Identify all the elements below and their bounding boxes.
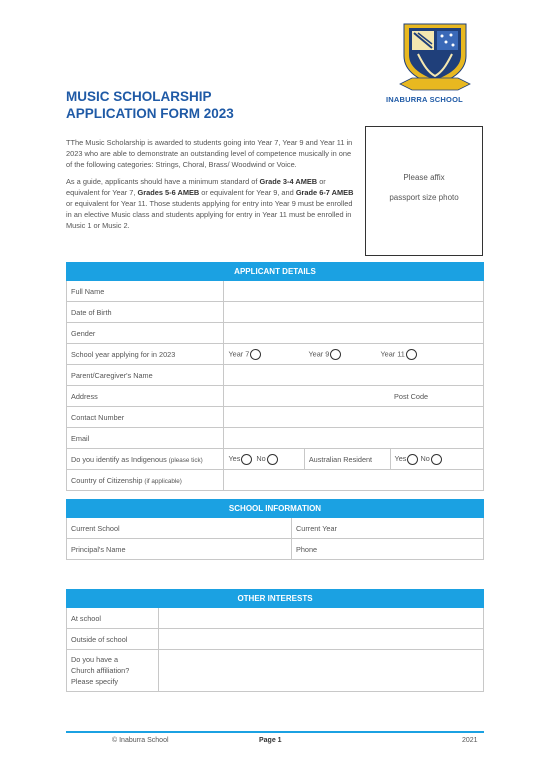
input-parent[interactable] — [224, 365, 484, 386]
input-contact[interactable] — [224, 407, 484, 428]
other-interests-table — [66, 589, 484, 692]
input-phone[interactable] — [347, 539, 484, 560]
resident-options — [390, 449, 483, 470]
input-full-name[interactable] — [224, 281, 484, 302]
input-citizenship[interactable] — [224, 470, 484, 491]
option-year-7[interactable]: Year 7 — [228, 349, 308, 360]
footer-copyright: © Inaburra School — [112, 737, 169, 744]
input-dob[interactable] — [224, 302, 484, 323]
label-parent: Parent/Caregiver's Name — [67, 365, 224, 386]
label-address: Address — [67, 386, 224, 407]
intro-text — [66, 137, 356, 237]
photo-box-line-2: passport size photo — [389, 193, 459, 202]
label-phone: Phone — [292, 539, 347, 560]
form-title — [66, 88, 234, 122]
school-crest-logo — [398, 22, 472, 94]
label-school-year: School year applying for in 2023 — [67, 344, 224, 365]
input-outside-school[interactable] — [159, 629, 484, 650]
input-gender[interactable] — [224, 323, 484, 344]
input-current-year[interactable] — [347, 518, 484, 539]
section-header-applicant: APPLICANT DETAILS — [67, 263, 484, 281]
input-address[interactable] — [224, 386, 390, 407]
input-current-school[interactable] — [146, 518, 292, 539]
radio-year-9[interactable] — [330, 349, 341, 360]
label-citizenship: Country of Citizenship (if applicable) — [67, 470, 224, 491]
photo-box — [365, 126, 483, 256]
section-header-school: SCHOOL INFORMATION — [67, 500, 484, 518]
radio-year-7[interactable] — [250, 349, 261, 360]
input-church[interactable] — [159, 650, 484, 692]
label-contact: Contact Number — [67, 407, 224, 428]
label-post-code[interactable]: Post Code — [390, 386, 483, 407]
title-line-1: MUSIC SCHOLARSHIP — [66, 89, 212, 104]
label-email: Email — [67, 428, 224, 449]
input-principal[interactable] — [146, 539, 292, 560]
label-dob: Date of Birth — [67, 302, 224, 323]
label-outside-school: Outside of school — [67, 629, 159, 650]
input-at-school[interactable] — [159, 608, 484, 629]
photo-box-line-1: Please affix — [403, 173, 445, 182]
footer-year: 2021 — [462, 737, 478, 744]
indigenous-options — [224, 449, 304, 470]
option-indigenous-no[interactable]: No — [256, 454, 277, 463]
title-line-2: APPLICATION FORM 2023 — [66, 106, 234, 121]
section-header-interests: OTHER INTERESTS — [67, 590, 484, 608]
option-resident-no[interactable]: No — [420, 454, 441, 463]
label-at-school: At school — [67, 608, 159, 629]
footer-divider — [66, 731, 484, 733]
school-name: INABURRA SCHOOL — [386, 95, 463, 104]
option-indigenous-yes[interactable]: Yes — [228, 454, 252, 463]
intro-paragraph-1: TThe Music Scholarship is awarded to students going into Year 7, Year 9 and Year 11 in 2023 who are able to demonstrate an outstanding level of competence musically in one of the following categories: Strings, Choral, Brass/ Woodwind or Voice. — [66, 138, 353, 170]
option-year-9[interactable]: Year 9 — [308, 349, 380, 360]
applicant-details-table — [66, 262, 484, 491]
label-gender: Gender — [67, 323, 224, 344]
footer-page-number: Page 1 — [259, 737, 282, 744]
radio-indigenous-yes[interactable] — [241, 454, 252, 465]
intro-paragraph-2: As a guide, applicants should have a minimum standard of Grade 3-4 AMEB or equivalent for Year 7, Grades 5-6 AMEB or equivalent for Year 9, and Grade 6-7 AMEB or equivalent for Year 11. Those students applying for entry into Year 9 must be enrolled in an elective Music class and students applying for entry in Year 11 must be enrolled in Music 1 or Music 2. — [66, 176, 354, 231]
label-principal: Principal's Name — [67, 539, 146, 560]
label-aus-resident: Australian Resident — [304, 449, 390, 470]
radio-indigenous-no[interactable] — [267, 454, 278, 465]
label-current-school: Current School — [67, 518, 146, 539]
label-indigenous: Do you identify as Indigenous (please tick) — [67, 449, 224, 470]
label-current-year: Current Year — [292, 518, 347, 539]
option-year-11[interactable]: Year 11 — [380, 349, 416, 360]
school-year-options — [224, 344, 484, 365]
radio-year-11[interactable] — [406, 349, 417, 360]
label-church: Do you have a Church affiliation? Please specify — [67, 650, 159, 692]
label-full-name: Full Name — [67, 281, 224, 302]
radio-resident-no[interactable] — [431, 454, 442, 465]
school-information-table — [66, 499, 484, 560]
input-email[interactable] — [224, 428, 484, 449]
option-resident-yes[interactable]: Yes — [395, 454, 419, 463]
radio-resident-yes[interactable] — [407, 454, 418, 465]
